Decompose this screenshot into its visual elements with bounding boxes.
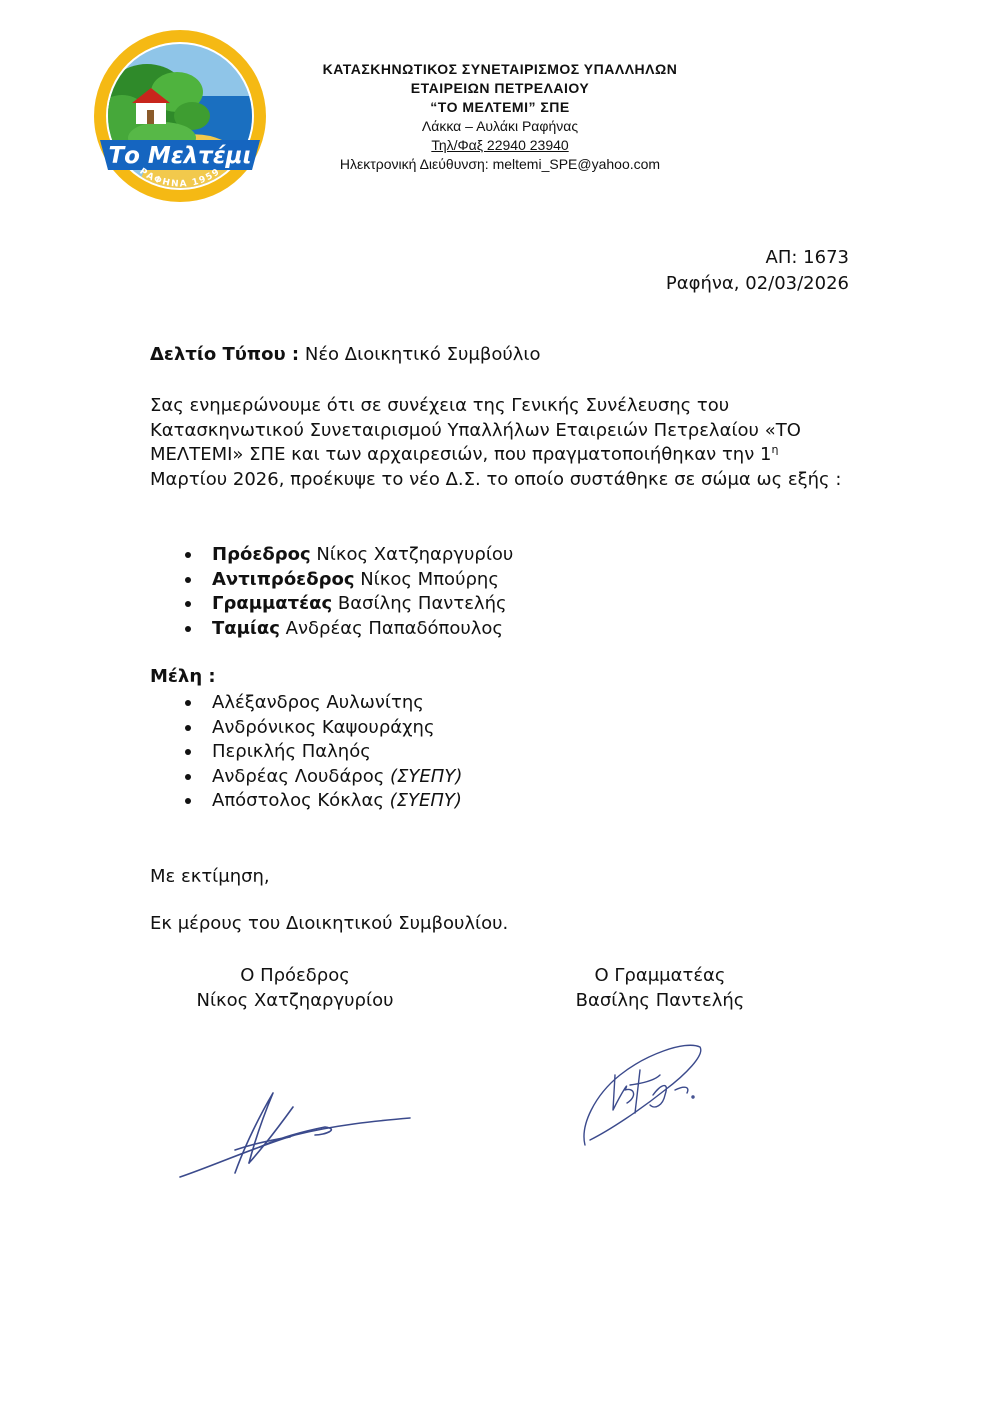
- subject-line: [150, 344, 541, 365]
- org-name-line1: ΚΑΤΑΣΚΗΝΩΤΙΚΟΣ ΣΥΝΕΤΑΙΡΙΣΜΟΣ ΥΠΑΛΛΗΛΩΝ: [322, 61, 678, 77]
- intro-text-before: Σας ενημερώνουμε ότι σε συνέχεια της Γενικής Συνέλευσης του Κατασκηνωτικού Συνεταιρισμού Υπαλλήλων Εταιρειών Πετρελαίου «ΤΟ ΜΕΛΤΕΜΙ» ΣΠΕ και των αρχαιρεσιών, που πραγματοποιήθηκαν την 1: [150, 395, 801, 466]
- org-name-line2: ΕΤΑΙΡΕΙΩΝ ΠΕΤΡΕΛΑΙΟΥ: [410, 80, 590, 96]
- logo-brand-text: Το Μελτέμι: [108, 143, 252, 169]
- member-name: Αλέξανδρος Αυλωνίτης: [212, 692, 424, 713]
- officer-name: Βασίλης Παντελής: [332, 593, 507, 615]
- list-item: [150, 740, 462, 765]
- intro-paragraph: [150, 394, 850, 492]
- list-item: [150, 543, 513, 568]
- officer-role: Ταμίας: [212, 617, 280, 639]
- secretary-signature-block: [525, 963, 795, 1013]
- signatory-name: Βασίλης Παντελής: [575, 990, 745, 1011]
- org-address: Λάκκα – Αυλάκι Ραφήνας: [421, 118, 579, 134]
- logo-ring-text: ΡΑΦΗΝΑ 1959: [137, 166, 223, 190]
- members-list: [150, 691, 462, 814]
- officer-role: Γραμματέας: [212, 593, 333, 615]
- org-name-line3: “ΤΟ ΜΕΛΤΕΜΙ” ΣΠΕ: [430, 99, 570, 115]
- member-name: Ανδρέας Λουδάρος: [212, 765, 391, 787]
- list-item: [150, 691, 462, 716]
- member-note: (ΣΥΕΠΥ): [390, 765, 463, 787]
- on-behalf-line: Εκ μέρους του Διοικητικού Συμβουλίου.: [150, 913, 509, 934]
- list-item: [150, 568, 513, 593]
- officer-name: Ανδρέας Παπαδόπουλος: [279, 617, 503, 639]
- officer-role: Πρόεδρος: [212, 544, 311, 565]
- org-email: Ηλεκτρονική Διεύθυνση: meltemi_SPE@yahoo.com: [339, 156, 661, 172]
- place-date: Ραφήνα, 02/03/2026: [665, 273, 849, 294]
- member-name: Ανδρόνικος Καψουράχης: [212, 716, 435, 738]
- protocol-number: ΑΠ: 1673: [765, 247, 849, 268]
- list-item: [150, 765, 462, 790]
- signatory-title: Ο Πρόεδρος: [240, 965, 350, 986]
- officer-name: Νίκος Χατζηαργυρίου: [310, 544, 514, 565]
- secretary-handwritten-signature: [575, 1035, 710, 1150]
- meltemi-logo: [92, 30, 268, 202]
- subject-text: Νέο Διοικητικό Συμβούλιο: [299, 344, 541, 365]
- officers-list: [150, 543, 513, 641]
- organization-header: [300, 60, 700, 174]
- signatory-title: Ο Γραμματέας: [594, 965, 726, 986]
- intro-text-after: Μαρτίου 2026, προέκυψε το νέο Δ.Σ. το οποίο συστάθηκε σε σώμα ως εξής :: [150, 468, 842, 490]
- member-name: Περικλής Παληός: [212, 741, 371, 763]
- list-item: [150, 617, 513, 642]
- reference-block: [666, 245, 849, 297]
- member-name: Απόστολος Κόκλας: [212, 790, 390, 812]
- intro-superscript: η: [771, 443, 779, 457]
- org-phone: Τηλ/Φαξ 22940 23940: [431, 137, 569, 153]
- subject-label: Δελτίο Τύπου :: [150, 344, 300, 365]
- list-item: [150, 592, 513, 617]
- signatory-name: Νίκος Χατζηαργυρίου: [196, 990, 394, 1011]
- president-handwritten-signature: [175, 1085, 420, 1180]
- members-label: Μέλη :: [150, 666, 216, 687]
- president-signature-block: [165, 963, 425, 1013]
- closing-greeting: Με εκτίμηση,: [150, 866, 270, 887]
- officer-name: Νίκος Μπούρης: [354, 568, 499, 590]
- officer-role: Αντιπρόεδρος: [212, 568, 355, 590]
- list-item: [150, 789, 462, 814]
- list-item: [150, 716, 462, 741]
- member-note: (ΣΥΕΠΥ): [389, 790, 462, 812]
